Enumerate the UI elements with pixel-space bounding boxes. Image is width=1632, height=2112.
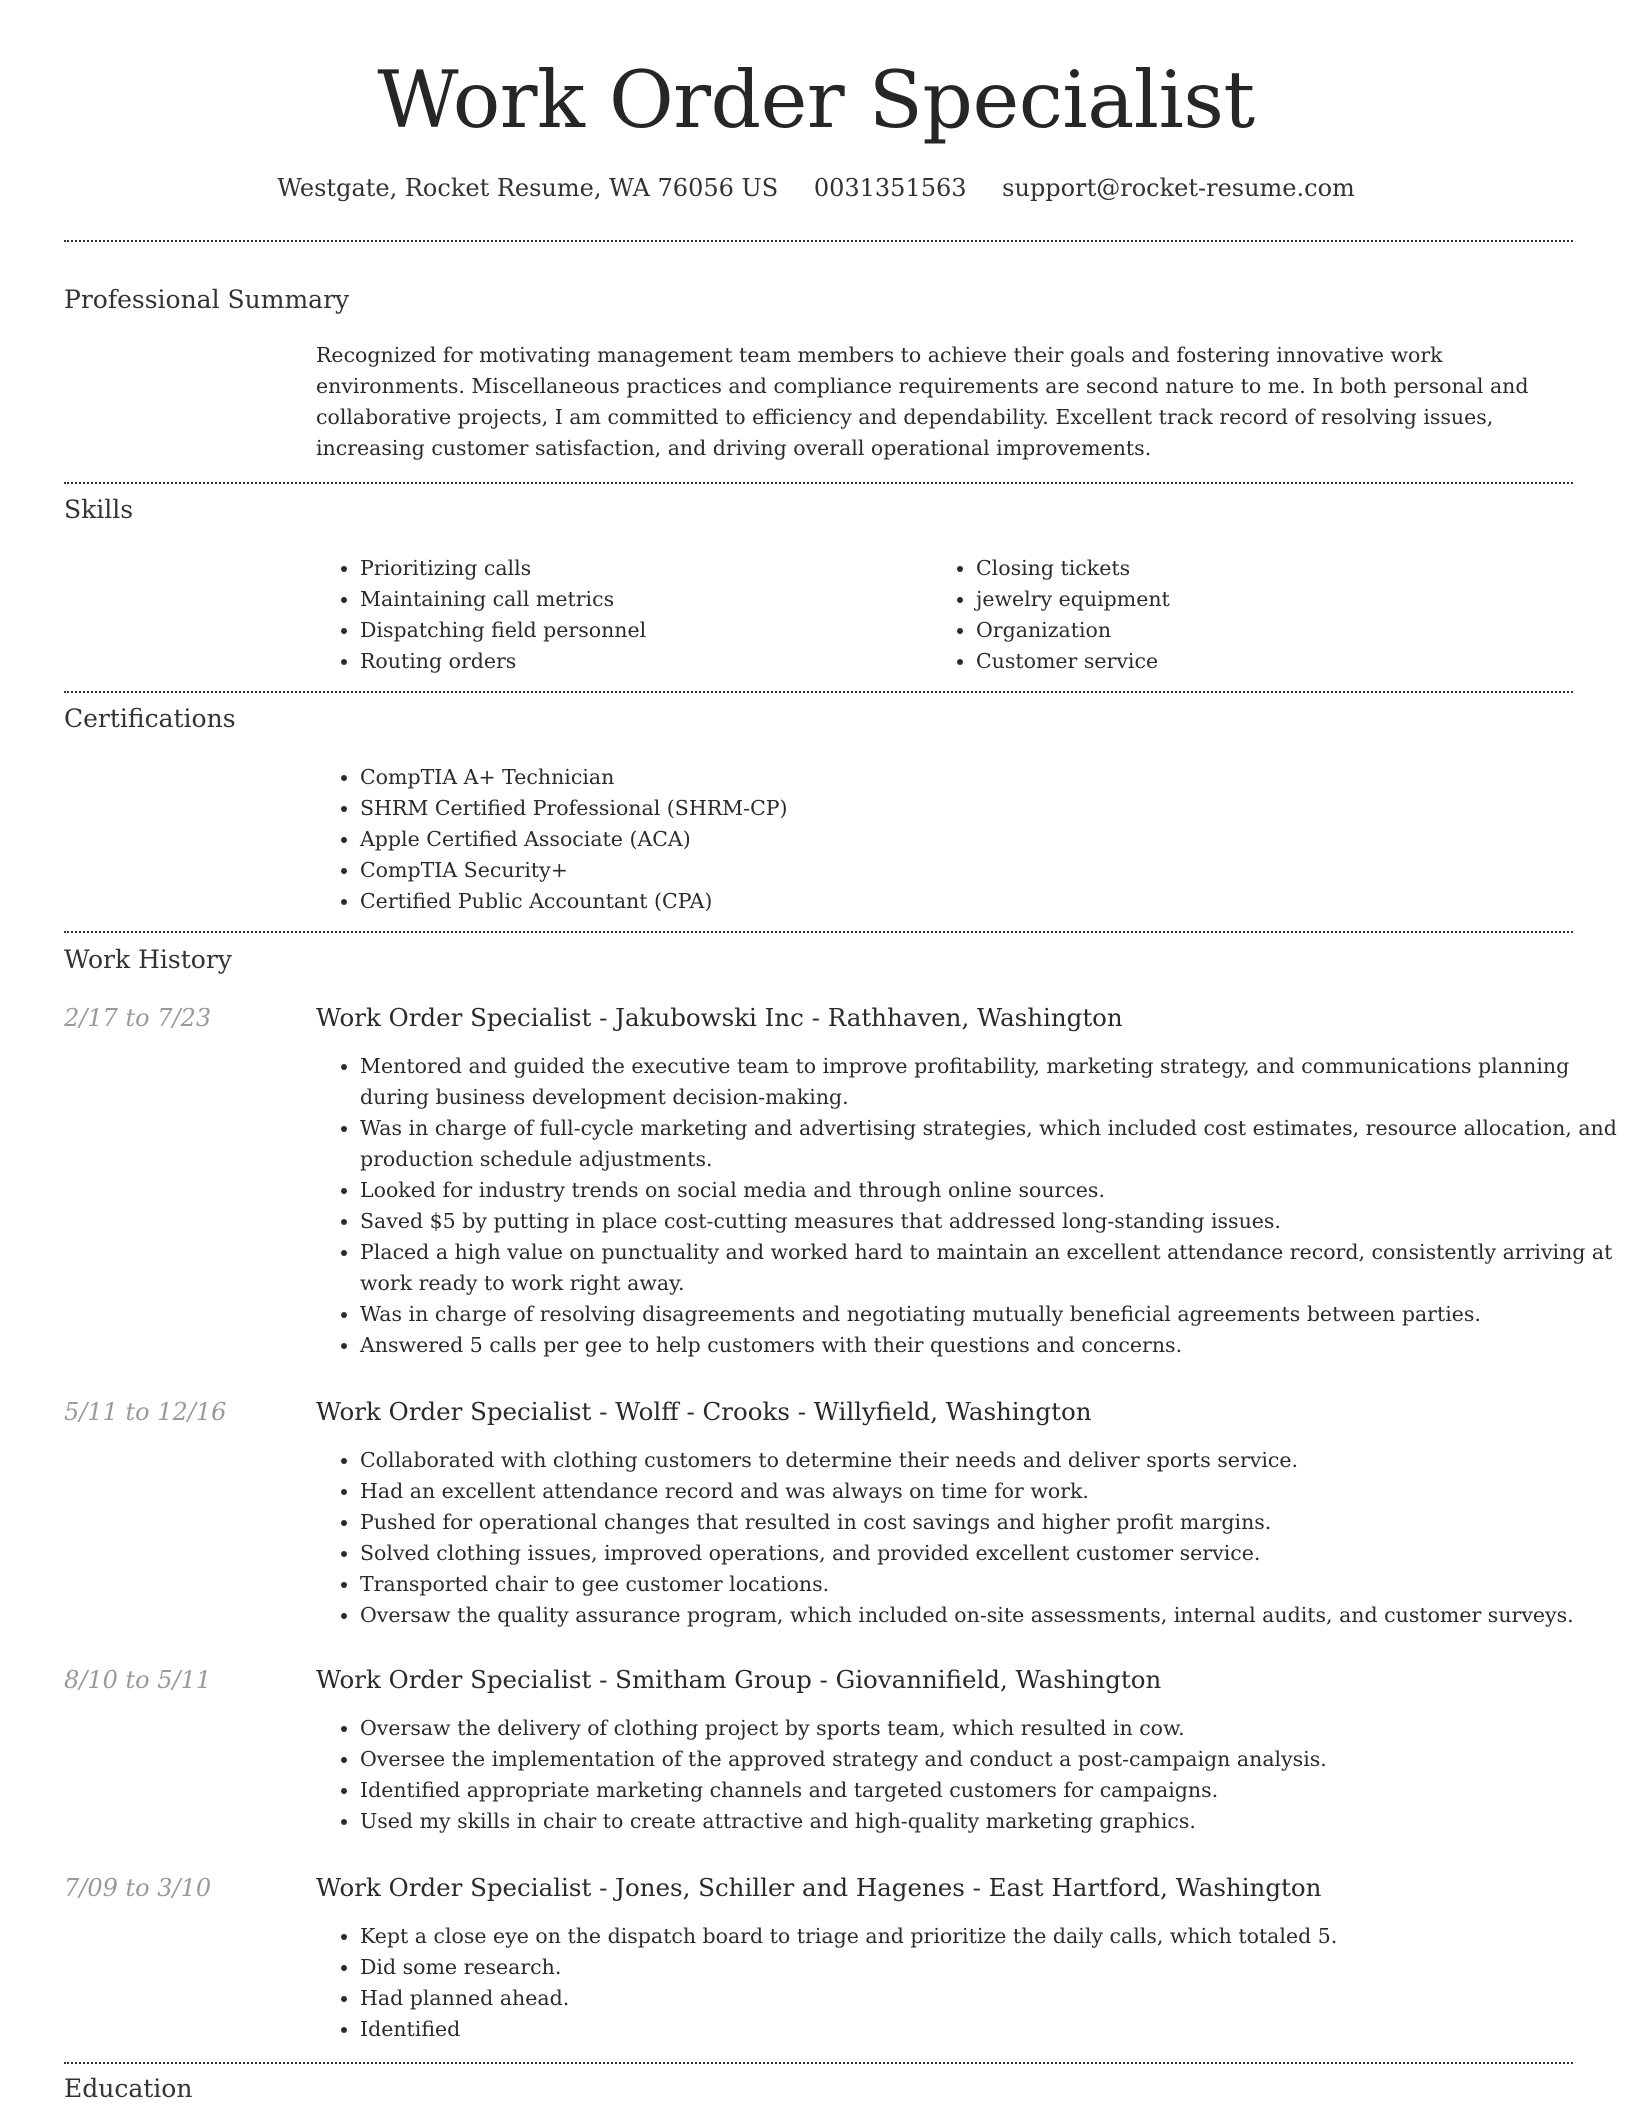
list-item: • SHRM Certified Professional (SHRM-CP) bbox=[360, 793, 1620, 824]
contact-email: support@rocket-resume.com bbox=[1002, 174, 1355, 202]
list-item: • Oversaw the quality assurance program, which included on-site assessments, internal audits, and customer surveys. bbox=[360, 1600, 1620, 1631]
section-title-skills: Skills bbox=[64, 495, 134, 524]
contact-phone: 0031351563 bbox=[813, 174, 967, 202]
job-date: 2/17 to 7/23 bbox=[64, 1004, 212, 1032]
list-item: • Customer service bbox=[976, 646, 1536, 677]
list-item: • Had an excellent attendance record and was always on time for work. bbox=[360, 1476, 1620, 1507]
list-item: • Did some research. bbox=[360, 1952, 1620, 1983]
list-item: • Oversee the implementation of the approved strategy and conduct a post-campaign analysis. bbox=[360, 1744, 1620, 1775]
list-item: • Oversaw the delivery of clothing project by sports team, which resulted in cow. bbox=[360, 1713, 1620, 1744]
list-item: • Mentored and guided the executive team to improve profitability, marketing strategy, and communications planning during business development decision-making. bbox=[360, 1051, 1620, 1113]
job-bullets bbox=[316, 1713, 1620, 1837]
job-date: 7/09 to 3/10 bbox=[64, 1874, 212, 1902]
list-item: • Looked for industry trends on social media and through online sources. bbox=[360, 1175, 1620, 1206]
list-item: • Routing orders bbox=[360, 646, 920, 677]
list-item: • Transported chair to gee customer locations. bbox=[360, 1569, 1620, 1600]
list-item: • Solved clothing issues, improved operations, and provided excellent customer service. bbox=[360, 1538, 1620, 1569]
list-item: • Closing tickets bbox=[976, 553, 1536, 584]
list-item: • Was in charge of full-cycle marketing and advertising strategies, which included cost estimates, resource allocation, and production schedule adjustments. bbox=[360, 1113, 1620, 1175]
list-item: • Organization bbox=[976, 615, 1536, 646]
list-item: • Dispatching field personnel bbox=[360, 615, 920, 646]
list-item: • CompTIA A+ Technician bbox=[360, 762, 1620, 793]
job-title: Work Order Specialist - Jakubowski Inc - Rathhaven, Washington bbox=[316, 1003, 1123, 1032]
list-item: • CompTIA Security+ bbox=[360, 855, 1620, 886]
list-item: • Used my skills in chair to create attractive and high-quality marketing graphics. bbox=[360, 1806, 1620, 1837]
skills-list-left bbox=[316, 553, 920, 677]
job-bullets bbox=[316, 1051, 1620, 1361]
job-bullets bbox=[316, 1921, 1620, 2045]
section-title-summary: Professional Summary bbox=[64, 285, 350, 314]
list-item: • Identified bbox=[360, 2014, 1620, 2045]
list-item: • jewelry equipment bbox=[976, 584, 1536, 615]
skills-list-right bbox=[932, 553, 1536, 677]
list-item: • Pushed for operational changes that resulted in cost savings and higher profit margins. bbox=[360, 1507, 1620, 1538]
section-title-education: Education bbox=[64, 2074, 193, 2103]
list-item: • Certified Public Accountant (CPA) bbox=[360, 886, 1620, 917]
section-title-work-history: Work History bbox=[64, 945, 232, 974]
job-date: 8/10 to 5/11 bbox=[64, 1666, 212, 1694]
job-title: Work Order Specialist - Jones, Schiller and Hagenes - East Hartford, Washington bbox=[316, 1873, 1322, 1902]
list-item: • Prioritizing calls bbox=[360, 553, 920, 584]
job-bullets bbox=[316, 1445, 1620, 1631]
candidate-name: Work Order Specialist bbox=[377, 54, 1255, 146]
list-item: • Answered 5 calls per gee to help customers with their questions and concerns. bbox=[360, 1330, 1620, 1361]
list-item: • Placed a high value on punctuality and worked hard to maintain an excellent attendance record, consistently arriving at work ready to work right away. bbox=[360, 1237, 1620, 1299]
certifications-list bbox=[316, 762, 1620, 917]
list-item: • Saved $5 by putting in place cost-cutting measures that addressed long-standing issues. bbox=[360, 1206, 1620, 1237]
list-item: • Had planned ahead. bbox=[360, 1983, 1620, 2014]
divider bbox=[64, 482, 1573, 484]
section-title-certifications: Certifications bbox=[64, 704, 236, 733]
divider bbox=[64, 2062, 1573, 2064]
list-item: • Collaborated with clothing customers to determine their needs and deliver sports service. bbox=[360, 1445, 1620, 1476]
divider bbox=[64, 931, 1573, 933]
list-item: • Identified appropriate marketing channels and targeted customers for campaigns. bbox=[360, 1775, 1620, 1806]
list-item: • Kept a close eye on the dispatch board to triage and prioritize the daily calls, which totaled 5. bbox=[360, 1921, 1620, 1952]
divider bbox=[64, 240, 1573, 242]
contact-address: Westgate, Rocket Resume, WA 76056 US bbox=[277, 174, 779, 202]
list-item: • Was in charge of resolving disagreements and negotiating mutually beneficial agreements between parties. bbox=[360, 1299, 1620, 1330]
list-item: • Maintaining call metrics bbox=[360, 584, 920, 615]
divider bbox=[64, 691, 1573, 693]
job-date: 5/11 to 12/16 bbox=[64, 1398, 227, 1426]
job-title: Work Order Specialist - Smitham Group - Giovannifield, Washington bbox=[316, 1665, 1162, 1694]
job-title: Work Order Specialist - Wolff - Crooks - Willyfield, Washington bbox=[316, 1397, 1092, 1426]
summary-text: Recognized for motivating management team members to achieve their goals and fostering innovative work environments. Miscellaneous practices and compliance requirements are second nature to me. In both personal and collaborative projects, I am committed to efficiency and dependability. Excellent track record of resolving issues, increasing customer satisfaction, and driving overall operational improvements. bbox=[316, 343, 1529, 460]
contact-line bbox=[0, 172, 1632, 204]
list-item: • Apple Certified Associate (ACA) bbox=[360, 824, 1620, 855]
